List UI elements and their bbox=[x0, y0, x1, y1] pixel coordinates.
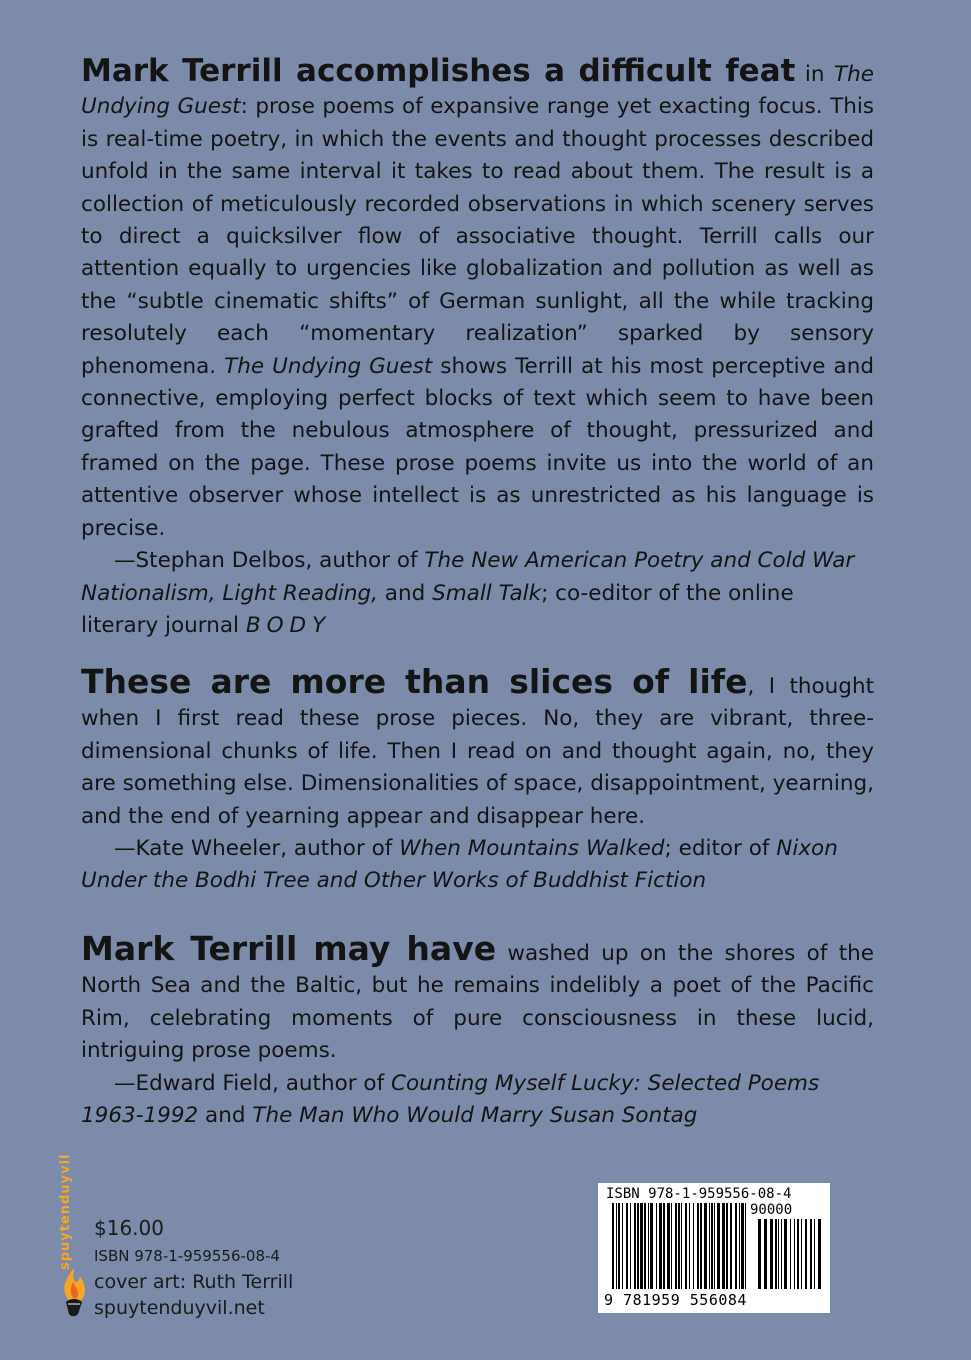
publisher-logo-text: spuytenduyvil bbox=[58, 1153, 73, 1270]
book-title: Small Talk bbox=[432, 580, 542, 606]
attribution-text: —Edward Field, author of bbox=[114, 1070, 391, 1096]
attribution-text: —Kate Wheeler, author of bbox=[114, 836, 400, 862]
isbn-text: ISBN 978-1-959556-08-4 bbox=[94, 1247, 280, 1265]
blurb-attribution bbox=[81, 1068, 874, 1133]
attribution-text: and bbox=[377, 580, 433, 606]
attribution-text: —Stephan Delbos, author of bbox=[114, 548, 425, 574]
cover-art-credit: cover art: Ruth Terrill bbox=[94, 1271, 294, 1293]
attribution-text: ; editor of bbox=[664, 836, 777, 862]
blurb-lead: These are more than slices of life bbox=[81, 662, 748, 701]
blurb-text bbox=[81, 55, 874, 545]
blurb-text bbox=[81, 662, 875, 833]
blurb-attribution bbox=[81, 833, 874, 898]
blurb-lead: Mark Terrill may have bbox=[81, 929, 497, 968]
barcode-addon-number: 90000 bbox=[750, 1202, 793, 1218]
publisher-website: spuytenduyvil.net bbox=[94, 1297, 265, 1319]
barcode-isbn-label: ISBN 978-1-959556-08-4 bbox=[606, 1186, 792, 1202]
attribution-text: and bbox=[198, 1103, 253, 1129]
barcode-digits: 9 781959 556084 bbox=[604, 1291, 747, 1309]
blurb-body: shows Terrill at his most perceptive and connective, employing perfect blocks of text which seem to have been grafted from the nebulous atmosphere of thought, pressurized and framed on the page. These prose poems invite us into the world of an attentive observer whose intellect is as unrestricted as his language is precise. bbox=[81, 353, 874, 541]
blurb-wheeler bbox=[81, 662, 875, 898]
book-title: The Undying Guest bbox=[81, 62, 874, 120]
blurb-field bbox=[81, 929, 874, 1132]
blurb-delbos bbox=[81, 55, 874, 642]
publisher-info bbox=[94, 1213, 293, 1321]
attribution-text: ; co-editor of the online literary journal bbox=[81, 580, 794, 638]
book-title: The New American Poetry and Cold War Nationalism, Light Reading, bbox=[81, 548, 855, 606]
flame-logo-icon bbox=[56, 1153, 92, 1320]
book-title: When Mountains Walked bbox=[399, 836, 665, 862]
blurb-body: : prose poems of expansive range yet exacting focus. This is real-time poetry, in which the events and thought processes described unfold in the same interval it takes to read about them. The result is a collection of meticulously recorded observations in which scenery serves to direct a quicksilver flow of associative thought. Terrill calls our attention equally to urgencies like globalization and pollution as well as the “subtle cinematic shifts” of German sunlight, all the while tracking resolutely each “momentary realization” sparked by sensory phenomena. bbox=[81, 94, 874, 379]
blurb-lead: Mark Terrill accomplishes a difficult feat bbox=[81, 53, 796, 89]
blurb-body: in bbox=[795, 62, 834, 87]
book-title: The Undying Guest bbox=[224, 353, 433, 379]
journal-title: BODY bbox=[245, 612, 332, 638]
blurb-text bbox=[81, 929, 874, 1068]
blurb-attribution bbox=[81, 545, 874, 642]
blurb-body: washed up on the shores of the North Sea and the Baltic, but he remains indelibly a poet of the Pacific Rim, celebrating moments of pure consciousness in these lucid, intriguing prose poems. bbox=[81, 941, 874, 1064]
book-title: Counting Myself Lucky: Selected Poems 1963-1992 bbox=[81, 1070, 820, 1129]
price: $16.00 bbox=[94, 1216, 164, 1240]
book-title: The Man Who Would Marry Susan Sontag bbox=[252, 1103, 698, 1129]
book-title: Nixon Under the Bodhi Tree and Other Works of Buddhist Fiction bbox=[81, 836, 838, 894]
barcode bbox=[598, 1183, 830, 1313]
blurb-body: , I thought when I first read these prose pieces. No, they are vibrant, three-dimensional chunks of life. Then I read on and thought again, no, they are something else. Dimensionalities of space, disappointment, yearning, and the end of yearning appear and disappear here. bbox=[81, 674, 875, 829]
